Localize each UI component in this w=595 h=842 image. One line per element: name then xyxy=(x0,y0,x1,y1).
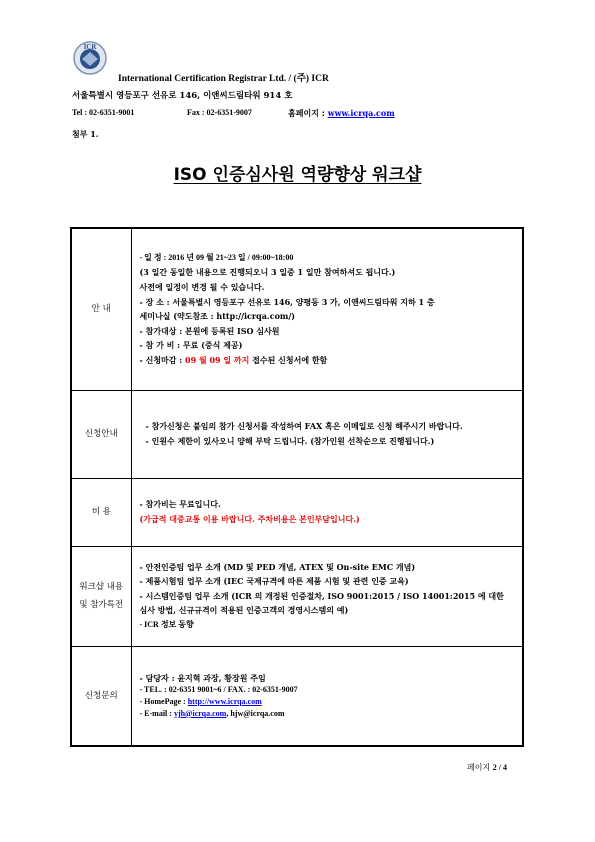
venue-line: - 장 소 : 서울특별시 영등포구 선유로 146, 양평동 3 가, 이앤씨드림타워 지하 1 층 xyxy=(139,296,435,307)
venue-detail: 세미나실 (약도참조 : http://icrqa.com/) xyxy=(139,311,296,322)
schedule-note: (3 일간 동일한 내용으로 진행되오니 3 일중 1 일만 참여하셔도 됩니다.) xyxy=(139,267,396,278)
inquiry-contact: - 담당자 : 윤지혁 과장, 황장원 주임 xyxy=(139,672,266,683)
content-guide xyxy=(131,228,523,390)
program-item: - 제품시험팀 업무 소개 (IEC 국제규격에 따른 제품 시험 및 관련 인증 교육) xyxy=(139,576,409,587)
page-number: 페이지 2 / 4 xyxy=(467,763,507,772)
label-cost: 비 용 xyxy=(71,478,131,546)
row-guide xyxy=(71,228,523,390)
schedule-line: - 일 정 : 2016 년 09 월 21~23 일 / 09:00~18:00 xyxy=(139,252,294,262)
deadline-line: - 신청마감 : 09 월 09 일 까지 접수된 신청서에 한함 xyxy=(139,355,328,366)
inquiry-tel-fax: - TEL. : 02-6351 9001~6 / FAX. : 02-6351-9007 xyxy=(139,684,298,694)
apply-limit: - 인원수 제한이 있사오니 양해 부탁 드립니다. (참가인원 선착순으로 진행됩니다.) xyxy=(145,436,435,446)
homepage-link[interactable]: www.icrqa.com xyxy=(327,108,395,118)
inquiry-email: - E-mail : yjh@icrqa.com, hjw@icrqa.com xyxy=(139,708,285,718)
row-apply xyxy=(71,390,523,478)
icr-logo xyxy=(70,40,110,76)
cost-parking-note: (가급적 대중교통 이용 바랍니다. 주차비용은 본인부담입니다.) xyxy=(139,514,360,524)
program-item: - ICR 정보 동향 xyxy=(139,619,194,629)
logo-text: ICR xyxy=(83,43,97,51)
email-2: hjw@icrqa.com xyxy=(230,708,285,718)
row-content xyxy=(71,546,523,646)
workshop-info-table xyxy=(70,227,524,747)
contact-line xyxy=(72,108,395,118)
company-name: International Certification Registrar Ltd. / (주) ICR xyxy=(118,74,329,84)
attachment-label: 첨부 1. xyxy=(72,129,99,139)
schedule-change-note: 사전에 일정이 변경 될 수 있습니다. xyxy=(139,282,265,293)
program-item: - 시스템인증팀 업무 소개 (ICR 의 개정된 인증절차, ISO 9001:2015 / ISO 14001:2015 에 대한 심사 방법, 신규규격이 적용된 인증고객의 경영시스템의 예) xyxy=(139,590,504,616)
homepage-label: 홈페이지 : xyxy=(288,109,325,118)
program-item: - 안전인증팀 업무 소개 (MD 및 PED 개념, ATEX 및 On-site EMC 개념) xyxy=(139,561,416,572)
cost-free: - 참가비는 무료입니다. xyxy=(139,499,221,510)
fax-text: Fax : 02-6351-9007 xyxy=(187,108,252,117)
apply-method: - 참가신청은 붙임의 참가 신청서를 작성하여 FAX 혹은 이메일로 신청 해주시기 바랍니다. xyxy=(145,421,463,432)
deadline-date: 09 월 09 일 까지 xyxy=(185,355,250,366)
homepage-group xyxy=(288,108,395,119)
row-inquiry xyxy=(71,646,523,746)
fee-line: - 참 가 비 : 무료 (중식 제공) xyxy=(139,340,243,351)
label-apply: 신청안내 xyxy=(71,390,131,478)
tel-text: Tel : 02-6351-9001 xyxy=(72,108,135,117)
row-cost xyxy=(71,478,523,546)
inquiry-homepage-link[interactable]: http://www.icrqa.com xyxy=(187,696,262,706)
page-title: ISO 인증심사원 역량향상 워크샵 xyxy=(173,165,422,185)
label-inquiry: 신청문의 xyxy=(71,646,131,746)
content-apply xyxy=(131,390,523,478)
inquiry-homepage: - HomePage : http://www.icrqa.com xyxy=(139,696,262,706)
content-cost xyxy=(131,478,523,546)
label-content: 워크샵 내용 및 참가특전 xyxy=(71,546,131,646)
content-program xyxy=(131,546,523,646)
target-line: - 참가대상 : 본원에 등록된 ISO 심사원 xyxy=(139,325,280,336)
email-link-1[interactable]: yjh@icrqa.com xyxy=(173,708,227,718)
company-address: 서울특별시 영등포구 선유로 146, 이앤씨드림타워 914 호 xyxy=(72,91,293,101)
content-inquiry xyxy=(131,646,523,746)
label-guide: 안 내 xyxy=(71,228,131,390)
